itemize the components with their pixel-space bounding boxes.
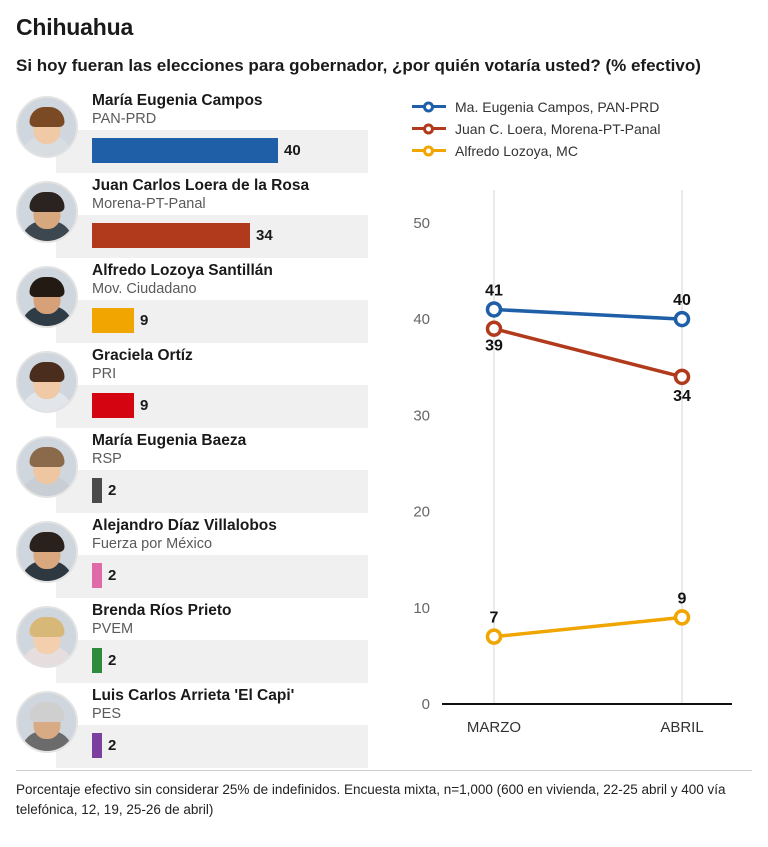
legend-swatch-icon bbox=[412, 105, 446, 108]
candidate-party: PRI bbox=[92, 365, 117, 382]
avatar bbox=[16, 266, 78, 328]
candidate-row bbox=[16, 175, 368, 258]
candidate-row bbox=[16, 600, 368, 683]
bar-value: 2 bbox=[108, 566, 117, 584]
candidate-row bbox=[16, 260, 368, 343]
value-bar bbox=[92, 393, 134, 418]
candidate-row bbox=[16, 685, 368, 768]
candidate-name: Juan Carlos Loera de la Rosa bbox=[92, 176, 310, 194]
bar-value: 9 bbox=[140, 311, 149, 329]
bar-value: 2 bbox=[108, 736, 117, 754]
bar-container bbox=[92, 733, 116, 758]
bar-value: 2 bbox=[108, 651, 117, 669]
svg-text:40: 40 bbox=[673, 292, 691, 310]
legend-label: Ma. Eugenia Campos, PAN-PRD bbox=[455, 98, 660, 115]
trend-line-chart bbox=[384, 90, 752, 750]
candidate-name: María Eugenia Campos bbox=[92, 91, 263, 109]
candidate-row bbox=[16, 345, 368, 428]
legend-item bbox=[412, 118, 660, 140]
footer-divider bbox=[16, 770, 752, 771]
bar-container bbox=[92, 478, 116, 503]
avatar bbox=[16, 521, 78, 583]
bar-container bbox=[92, 308, 148, 333]
svg-text:10: 10 bbox=[413, 599, 430, 617]
legend-item bbox=[412, 96, 660, 118]
bar-value: 2 bbox=[108, 481, 117, 499]
candidate-row bbox=[16, 90, 368, 173]
svg-text:20: 20 bbox=[413, 503, 430, 521]
candidate-name: Graciela Ortíz bbox=[92, 346, 193, 364]
value-bar bbox=[92, 138, 278, 163]
value-bar bbox=[92, 648, 102, 673]
legend-label: Alfredo Lozoya, MC bbox=[455, 142, 578, 159]
chart-plot-area bbox=[384, 176, 752, 750]
value-bar bbox=[92, 733, 102, 758]
candidate-party: Mov. Ciudadano bbox=[92, 280, 197, 297]
footnote-text: Porcentaje efectivo sin considerar 25% de indefinidos. Encuesta mixta, n=1,000 (600 en vivienda, 22-25 abril y 400 vía telefónica, 12, 19, 25-26 de abril) bbox=[16, 782, 726, 817]
candidate-row bbox=[16, 430, 368, 513]
avatar bbox=[16, 436, 78, 498]
candidate-party: Fuerza por México bbox=[92, 535, 213, 552]
candidate-row bbox=[16, 515, 368, 598]
bar-container bbox=[92, 648, 116, 673]
candidate-name: Brenda Ríos Prieto bbox=[92, 601, 232, 619]
svg-text:7: 7 bbox=[489, 609, 499, 627]
value-bar bbox=[92, 223, 250, 248]
svg-text:30: 30 bbox=[413, 407, 430, 425]
content-area bbox=[16, 90, 752, 770]
candidate-name: María Eugenia Baeza bbox=[92, 431, 247, 449]
bar-container bbox=[92, 223, 273, 248]
svg-text:MARZO: MARZO bbox=[466, 718, 522, 736]
page-title: Chihuahua bbox=[16, 14, 134, 40]
svg-text:50: 50 bbox=[413, 214, 430, 232]
line-chart-svg bbox=[384, 176, 752, 750]
bar-value: 34 bbox=[256, 226, 273, 244]
avatar bbox=[16, 691, 78, 753]
candidate-bar-list bbox=[16, 90, 368, 770]
avatar bbox=[16, 181, 78, 243]
svg-text:39: 39 bbox=[485, 337, 503, 355]
legend-item bbox=[412, 140, 660, 162]
candidate-party: PES bbox=[92, 705, 122, 722]
bar-container bbox=[92, 393, 148, 418]
candidate-name: Luis Carlos Arrieta 'El Capi' bbox=[92, 686, 295, 704]
candidate-party: PVEM bbox=[92, 620, 134, 637]
candidate-name: Alfredo Lozoya Santillán bbox=[92, 261, 273, 279]
svg-text:9: 9 bbox=[677, 590, 687, 608]
legend-swatch-icon bbox=[412, 149, 446, 152]
value-bar bbox=[92, 478, 102, 503]
bar-value: 40 bbox=[284, 141, 301, 159]
value-bar bbox=[92, 308, 134, 333]
chart-legend bbox=[412, 96, 660, 162]
page-subtitle: Si hoy fueran las elecciones para gobernador, ¿por quién votaría usted? (% efectivo) bbox=[16, 56, 701, 75]
svg-text:40: 40 bbox=[413, 311, 430, 329]
svg-text:0: 0 bbox=[421, 695, 430, 713]
legend-label: Juan C. Loera, Morena-PT-Panal bbox=[455, 120, 661, 137]
avatar bbox=[16, 606, 78, 668]
bar-value: 9 bbox=[140, 396, 149, 414]
candidate-party: Morena-PT-Panal bbox=[92, 195, 206, 212]
candidate-party: PAN-PRD bbox=[92, 110, 157, 127]
bar-container bbox=[92, 563, 116, 588]
avatar bbox=[16, 96, 78, 158]
value-bar bbox=[92, 563, 102, 588]
candidate-party: RSP bbox=[92, 450, 122, 467]
bar-container bbox=[92, 138, 301, 163]
svg-text:ABRIL: ABRIL bbox=[660, 718, 704, 736]
legend-swatch-icon bbox=[412, 127, 446, 130]
svg-text:41: 41 bbox=[485, 282, 503, 300]
candidate-name: Alejandro Díaz Villalobos bbox=[92, 516, 277, 534]
avatar bbox=[16, 351, 78, 413]
svg-text:34: 34 bbox=[673, 387, 691, 405]
